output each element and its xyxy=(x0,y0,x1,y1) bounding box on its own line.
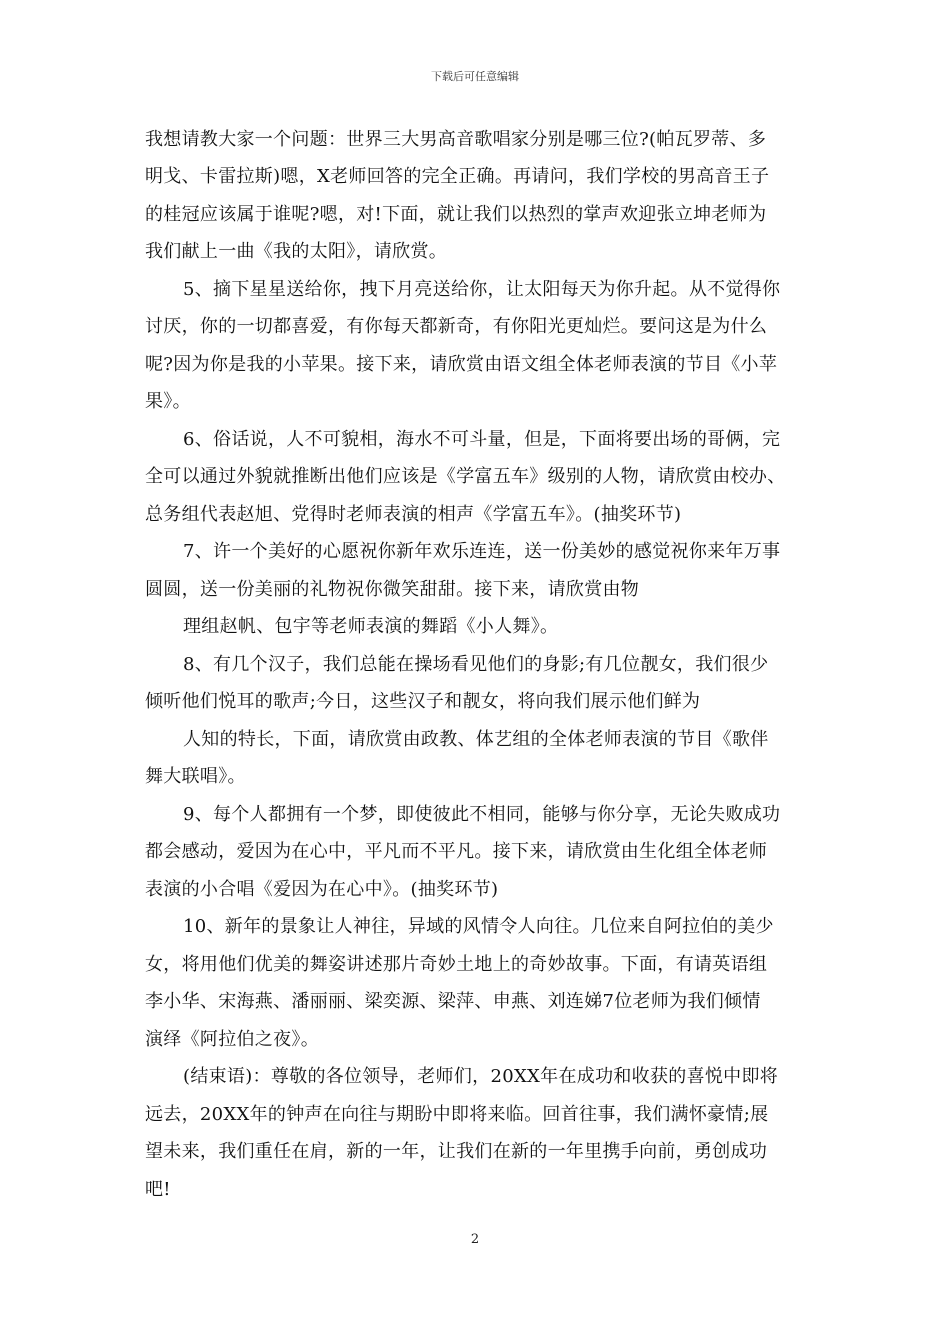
text-line: 都会感动，爱因为在心中，平凡而不平凡。接下来，请欣赏由生化组全体老师 xyxy=(145,841,768,862)
text-line: 讨厌，你的一切都喜爱，有你每天都新奇，有你阳光更灿烂。要问这是为什么 xyxy=(145,316,768,337)
text-line: 明戈、卡雷拉斯)嗯，X老师回答的完全正确。再请问，我们学校的男高音王子 xyxy=(145,166,770,187)
text-line: 8、有几个汉子，我们总能在操场看见他们的身影;有几位靓女，我们很少 xyxy=(183,654,769,675)
text-line: 吧! xyxy=(145,1179,171,1200)
text-line: 我想请教大家一个问题：世界三大男高音歌唱家分别是哪三位?(帕瓦罗蒂、多 xyxy=(145,129,767,150)
text-line: 倾听他们悦耳的歌声;今日，这些汉子和靓女，将向我们展示他们鲜为 xyxy=(145,691,701,712)
text-line: 的桂冠应该属于谁呢?嗯，对!下面，就让我们以热烈的掌声欢迎张立坤老师为 xyxy=(145,204,767,225)
text-line: 我们献上一曲《我的太阳》，请欣赏。 xyxy=(145,241,448,262)
text-line: 全可以通过外貌就推断出他们应该是《学富五车》级别的人物，请欣赏由校办、 xyxy=(145,466,786,487)
text-line: 果》。 xyxy=(145,391,191,412)
text-line: 理组赵帆、包宇等老师表演的舞蹈《小人舞》。 xyxy=(183,616,559,637)
text-line: 舞大联唱》。 xyxy=(145,766,246,787)
text-line: 6、俗话说，人不可貌相，海水不可斗量，但是，下面将要出场的哥俩，完 xyxy=(183,429,781,450)
text-line: 呢?因为你是我的小苹果。接下来，请欣赏由语文组全体老师表演的节目《小苹 xyxy=(145,354,778,375)
text-line: 表演的小合唱《爱因为在心中》。(抽奖环节) xyxy=(145,879,499,900)
text-line: 李小华、宋海燕、潘丽丽、梁奕源、梁萍、申燕、刘连娣7位老师为我们倾情 xyxy=(145,991,761,1012)
text-line: 远去，20XX年的钟声在向往与期盼中即将来临。回首往事，我们满怀豪情;展 xyxy=(145,1104,769,1125)
text-line: (结束语)：尊敬的各位领导，老师们，20XX年在成功和收获的喜悦中即将 xyxy=(183,1066,779,1087)
text-line: 总务组代表赵旭、党得时老师表演的相声《学富五车》。(抽奖环节) xyxy=(145,504,682,525)
text-line: 10、新年的景象让人神往，异域的风情令人向往。几位来自阿拉伯的美少 xyxy=(183,916,774,937)
text-line: 5、摘下星星送给你，拽下月亮送给你，让太阳每天为你升起。从不觉得你 xyxy=(183,279,781,300)
page-header: 下载后可任意编辑 xyxy=(431,70,519,83)
text-line: 圆圆，送一份美丽的礼物祝你微笑甜甜。接下来，请欣赏由物 xyxy=(145,579,640,600)
text-line: 演绎《阿拉伯之夜》。 xyxy=(145,1029,319,1050)
page-number: 2 xyxy=(470,1232,480,1247)
text-line: 7、许一个美好的心愿祝你新年欢乐连连，送一份美妙的感觉祝你来年万事 xyxy=(183,541,781,562)
text-line: 女，将用他们优美的舞姿讲述那片奇妙土地上的奇妙故事。下面，有请英语组 xyxy=(145,954,768,975)
text-line: 望未来，我们重任在肩，新的一年，让我们在新的一年里携手向前，勇创成功 xyxy=(145,1141,768,1162)
text-line: 9、每个人都拥有一个梦，即使彼此不相同，能够与你分享，无论失败成功 xyxy=(183,804,781,825)
text-line: 人知的特长，下面，请欣赏由政教、体艺组的全体老师表演的节目《歌伴 xyxy=(183,729,769,750)
